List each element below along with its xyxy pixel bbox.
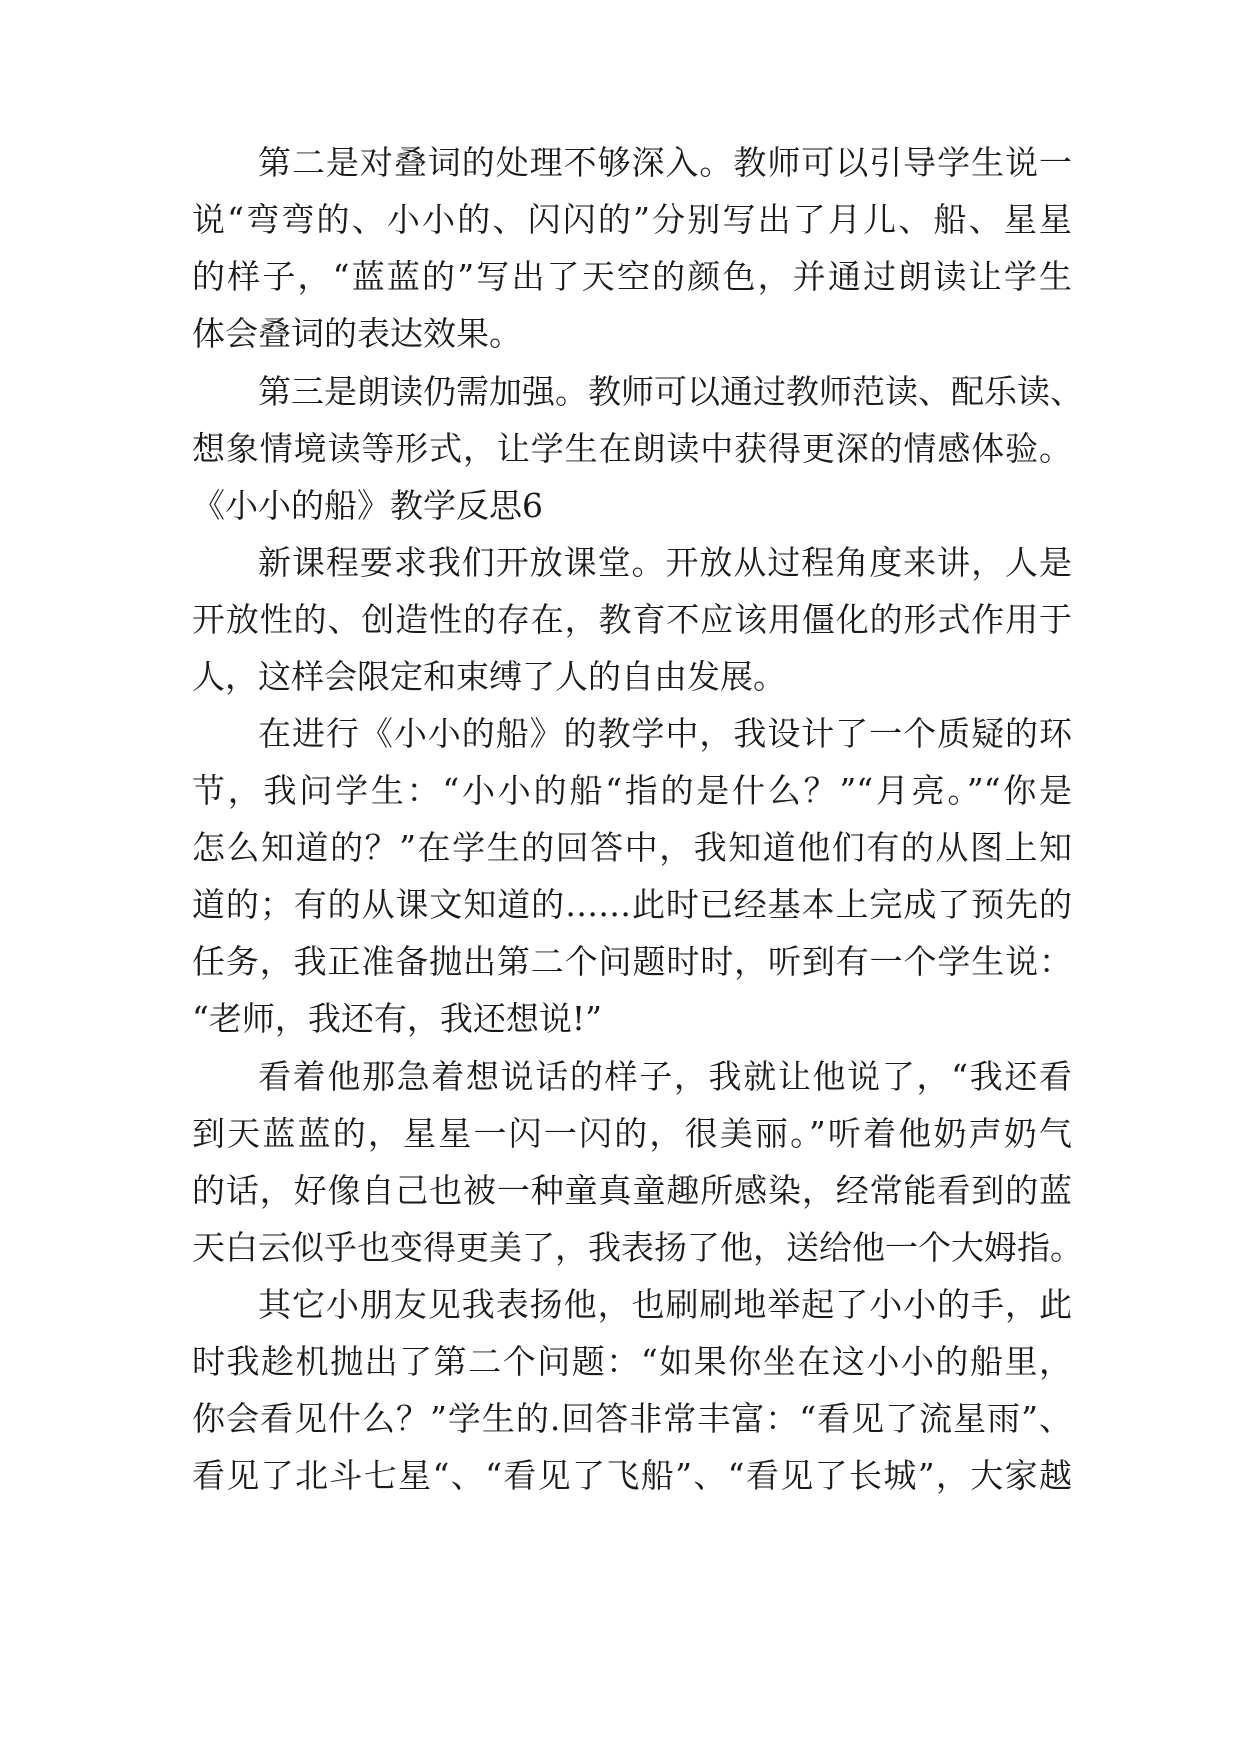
- text-line: 你会看见什么？”学生的.回答非常丰富：“看见了流星雨”、: [192, 1399, 1072, 1438]
- text-line: 时我趁机抛出了第二个问题：“如果你坐在这小小的船里，: [192, 1342, 1072, 1381]
- text-line: 其它小朋友见我表扬他，也刷刷地举起了小小的手，此: [258, 1285, 1072, 1324]
- text-line: 想象情境读等形式，让学生在朗读中获得更深的情感体验。: [192, 429, 1072, 468]
- text-line: 说“弯弯的、小小的、闪闪的”分别写出了月儿、船、星星: [192, 200, 1072, 239]
- text-line: 第三是朗读仍需加强。教师可以通过教师范读、配乐读、: [258, 372, 1083, 411]
- text-line: “老师，我还有，我还想说!”: [192, 999, 603, 1038]
- text-line: 第二是对叠词的处理不够深入。教师可以引导学生说一: [258, 143, 1072, 182]
- text-line: 看着他那急着想说话的样子，我就让他说了，“我还看: [258, 1057, 1072, 1096]
- text-line: 人，这样会限定和束缚了人的自由发展。: [192, 657, 786, 696]
- text-line: 到天蓝蓝的，星星一闪一闪的，很美丽。”听着他奶声奶气: [192, 1114, 1072, 1153]
- text-line: 任务，我正准备抛出第二个问题时时，听到有一个学生说：: [192, 942, 1072, 981]
- text-line: 体会叠词的表达效果。: [192, 314, 522, 353]
- text-line: 的样子，“蓝蓝的”写出了天空的颜色，并通过朗读让学生: [192, 257, 1072, 296]
- text-line: 怎么知道的？”在学生的回答中，我知道他们有的从图上知: [192, 828, 1072, 867]
- text-line: 节，我问学生：“小小的船“指的是什么？”“月亮。”“你是: [192, 771, 1072, 810]
- section-heading: 《小小的船》教学反思6: [192, 486, 543, 525]
- text-line: 看见了北斗七星“、“看见了飞船”、“看见了长城”，大家越: [192, 1456, 1072, 1495]
- text-line: 天白云似乎也变得更美了，我表扬了他，送给他一个大姆指。: [192, 1228, 1083, 1267]
- text-line: 的话，好像自己也被一种童真童趣所感染，经常能看到的蓝: [192, 1171, 1072, 1210]
- text-line: 在进行《小小的船》的教学中，我设计了一个质疑的环: [258, 714, 1072, 753]
- text-line: 开放性的、创造性的存在，教育不应该用僵化的形式作用于: [192, 600, 1072, 639]
- text-line: 道的；有的从课文知道的……此时已经基本上完成了预先的: [192, 885, 1072, 924]
- text-line: 新课程要求我们开放课堂。开放从过程角度来讲，人是: [258, 543, 1072, 582]
